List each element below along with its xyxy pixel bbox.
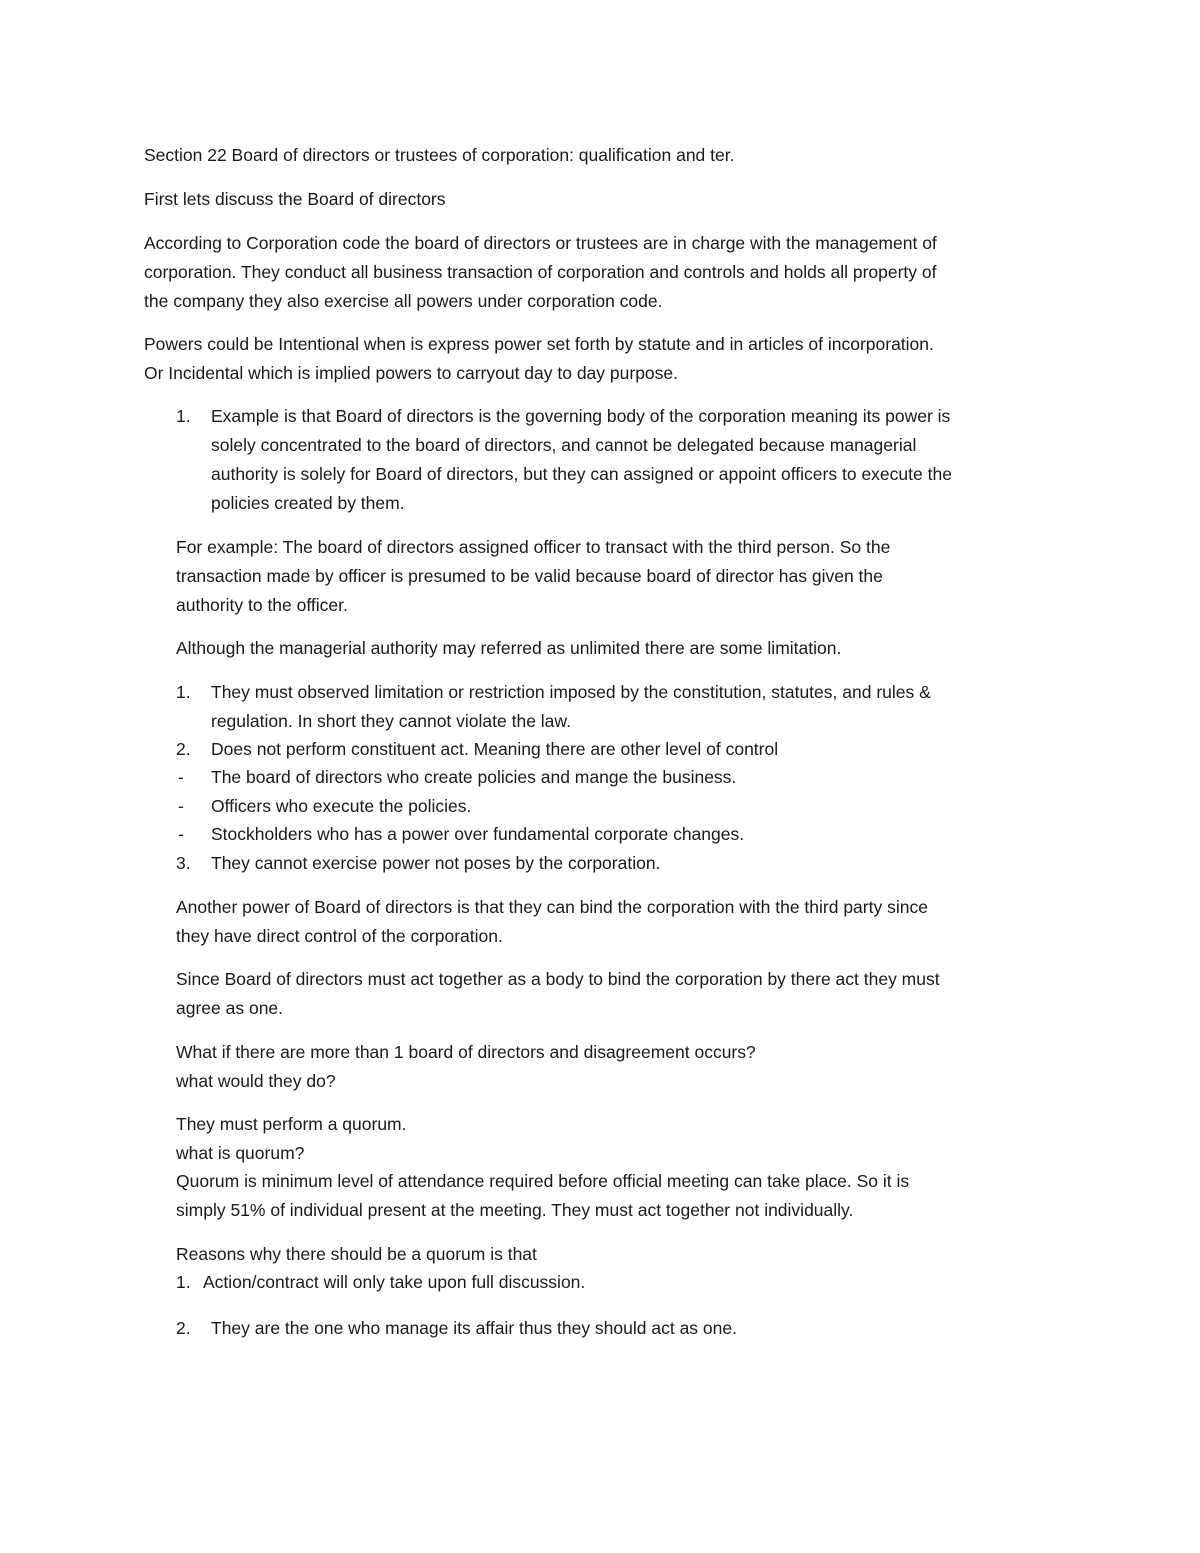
example-line: For example: The board of directors assigned officer to transact with the third person. So the [176, 537, 891, 557]
reason-line: Action/contract will only take upon full discussion. [203, 1272, 586, 1292]
reason-line: They are the one who manage its affair thus they should act as one. [211, 1318, 737, 1338]
para4-line: agree as one. [176, 998, 284, 1018]
para2-line: Or Incidental which is implied powers to carryout day to day purpose. [144, 363, 679, 383]
para1-line: the company they also exercise all powers under corporation code. [144, 291, 663, 311]
limitation-line: The board of directors who create policies and mange the business. [211, 767, 737, 787]
quorum-line: what is quorum? [176, 1143, 305, 1163]
limitation-line: Officers who execute the policies. [211, 796, 472, 816]
limitation-line: Does not perform constituent act. Meaning there are other level of control [211, 739, 779, 759]
list-item-line: solely concentrated to the board of directors, and cannot be delegated because managerial [211, 435, 917, 455]
limitation-line: regulation. In short they cannot violate the law. [211, 711, 571, 731]
intro-text: First lets discuss the Board of directors [144, 189, 446, 209]
list-item-line: Example is that Board of directors is the governing body of the corporation meaning its power is [211, 406, 951, 426]
limitation-intro: Although the managerial authority may referred as unlimited there are some limitation. [176, 638, 842, 658]
dash-marker: - [178, 796, 184, 816]
list-marker: 1. [176, 1272, 191, 1292]
list-marker: 2. [176, 739, 191, 759]
limitation-line: They must observed limitation or restriction imposed by the constitution, statutes, and rules & [211, 682, 931, 702]
question-line: What if there are more than 1 board of directors and disagreement occurs? [176, 1042, 756, 1062]
list-marker: 1. [176, 682, 191, 702]
para3-line: Another power of Board of directors is that they can bind the corporation with the third party since [176, 897, 928, 917]
list-marker: 3. [176, 853, 191, 873]
dash-marker: - [178, 767, 184, 787]
dash-marker: - [178, 824, 184, 844]
para2-line: Powers could be Intentional when is express power set forth by statute and in articles of incorporation. [144, 334, 934, 354]
reasons-intro: Reasons why there should be a quorum is that [176, 1244, 537, 1264]
section-heading: Section 22 Board of directors or trustees of corporation: qualification and ter. [144, 145, 735, 165]
list-item-line: authority is solely for Board of directors, but they can assigned or appoint officers to execute the [211, 464, 952, 484]
quorum-line: Quorum is minimum level of attendance required before official meeting can take place. So it is [176, 1171, 910, 1191]
example-line: transaction made by officer is presumed to be valid because board of director has given the [176, 566, 883, 586]
list-marker: 2. [176, 1318, 191, 1338]
list-marker: 1. [176, 406, 191, 426]
para1-line: According to Corporation code the board of directors or trustees are in charge with the management of [144, 233, 937, 253]
limitation-line: They cannot exercise power not poses by the corporation. [211, 853, 661, 873]
quorum-line: They must perform a quorum. [176, 1114, 407, 1134]
para4-line: Since Board of directors must act together as a body to bind the corporation by there act they must [176, 969, 940, 989]
para1-line: corporation. They conduct all business transaction of corporation and controls and holds all property of [144, 262, 937, 282]
limitation-line: Stockholders who has a power over fundamental corporate changes. [211, 824, 745, 844]
question-line: what would they do? [176, 1071, 336, 1091]
quorum-line: simply 51% of individual present at the meeting. They must act together not individually. [176, 1200, 854, 1220]
para3-line: they have direct control of the corporation. [176, 926, 503, 946]
list-item-line: policies created by them. [211, 493, 405, 513]
example-line: authority to the officer. [176, 595, 348, 615]
